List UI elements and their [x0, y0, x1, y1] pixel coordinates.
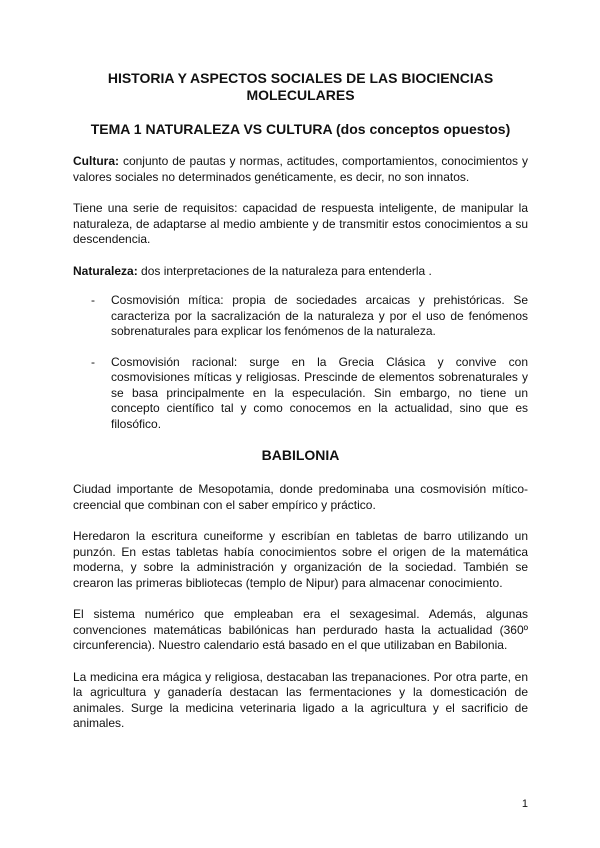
document-page	[73, 70, 528, 748]
naturaleza-definition: dos interpretaciones de la naturaleza para entenderla .	[137, 263, 432, 278]
paragraph: El sistema numérico que empleaban era el sexagesimal. Además, algunas convenciones matemáticas babilónicas han perdurado hasta la actualidad (360º circunferencia). Nuestro calendario está basado en el que utilizaban en Babilonia.	[73, 607, 528, 652]
paragraph: Heredaron la escritura cuneiforme y escribían en tabletas de barro utilizando un punzón. En estas tabletas había conocimientos sobre el origen de la matemática moderna, y sobre la administración y organización de la sociedad. También se crearon las primeras bibliotecas (templo de Nipur) para almacenar conocimiento.	[73, 529, 528, 590]
list-item-text: Cosmovisión racional: surge en la Grecia Clásica y convive con cosmovisiones míticas y religiosas. Prescinde de elementos sobrenaturales y se basa principalmente en la especulación. Sin embargo, no tiene un concepto científico tal y como conocemos en la actualidad, sino que es filosófico.	[111, 354, 528, 431]
interpretations-list	[73, 293, 528, 432]
dash-marker: -	[91, 293, 95, 307]
list-item	[73, 355, 528, 433]
paragraph: Ciudad importante de Mesopotamia, donde predominaba una cosmovisión mítico-creencial que combinan con el saber empírico y práctico.	[73, 482, 528, 512]
page-number: 1	[521, 798, 528, 810]
topic-heading: TEMA 1 NATURALEZA VS CULTURA (dos conceptos opuestos)	[90, 121, 511, 137]
naturaleza-paragraph	[73, 264, 528, 280]
naturaleza-term: Naturaleza:	[73, 263, 138, 278]
cultura-term: Cultura:	[73, 154, 119, 168]
section-heading-babilonia: BABILONIA	[261, 447, 340, 463]
dash-marker: -	[91, 354, 95, 369]
requisitos-paragraph: Tiene una serie de requisitos: capacidad de respuesta inteligente, de manipular la naturaleza, de adaptarse al medio ambiente y de transmitir estos conocimientos a su descendencia.	[73, 201, 528, 246]
list-item	[73, 293, 528, 340]
cultura-definition: conjunto de pautas y normas, actitudes, comportamientos, conocimientos y valores sociales no determinados genéticamente, es decir, no son innatos.	[73, 154, 528, 184]
list-item-text: Cosmovisión mítica: propia de sociedades arcaicas y prehistóricas. Se caracteriza por la sacralización de la naturaleza y por el uso de fenómenos sobrenaturales para explicar los fenómenos de la naturaleza.	[111, 293, 528, 338]
document-title: HISTORIA Y ASPECTOS SOCIALES DE LAS BIOCIENCIAS MOLECULARES	[107, 70, 494, 103]
cultura-paragraph	[73, 154, 528, 185]
paragraph: La medicina era mágica y religiosa, destacaban las trepanaciones. Por otra parte, en la agricultura y ganadería destacan las fermentaciones y la domesticación de animales. Surge la medicina veterinaria ligado a la agricultura y el sacrificio de animales.	[73, 669, 528, 730]
